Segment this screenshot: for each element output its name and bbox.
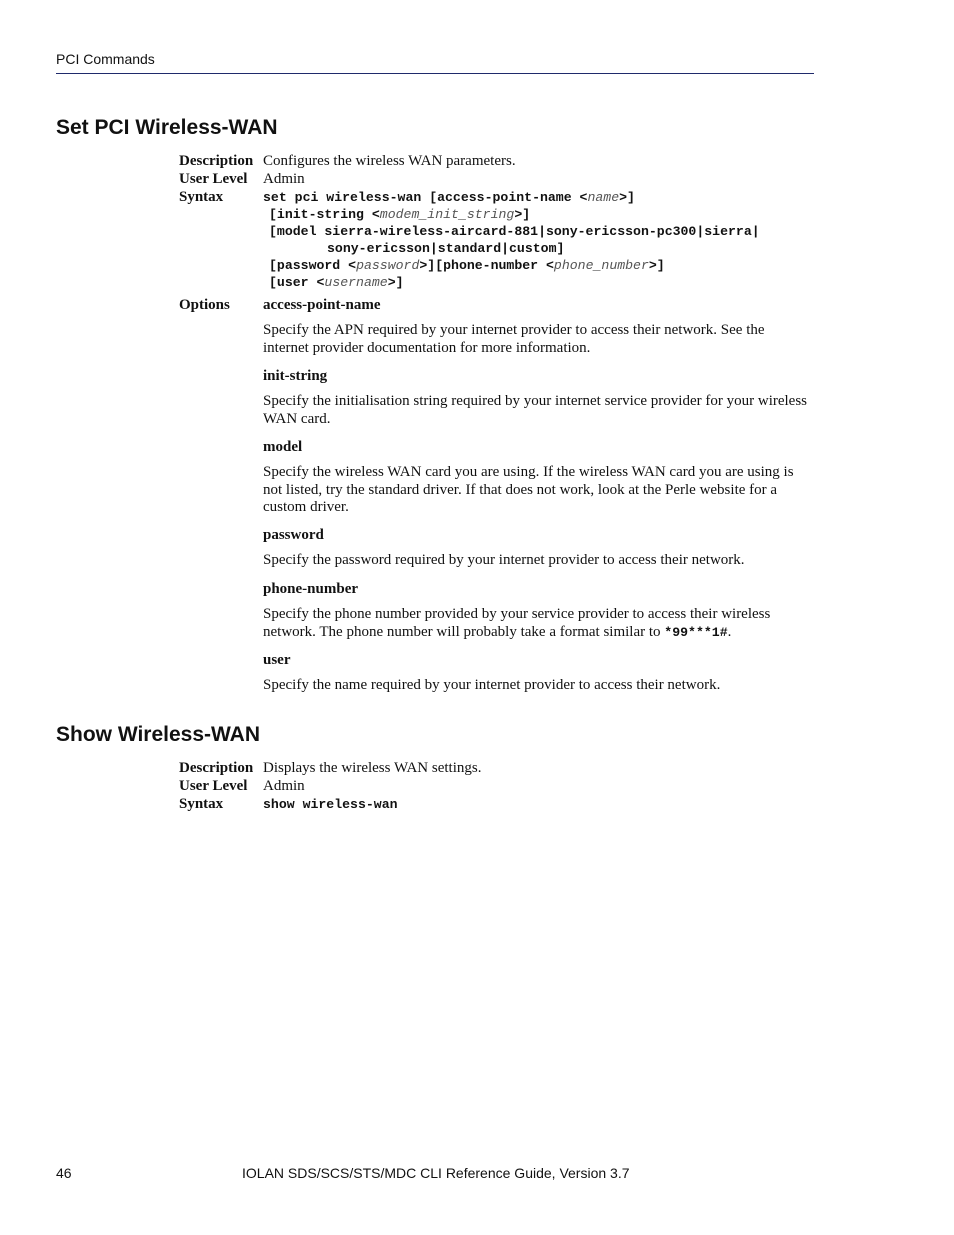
options-label: Options bbox=[179, 297, 230, 313]
option-description: Specify the initialisation string required by your internet service provider for your wireless WAN card. bbox=[263, 393, 808, 427]
option-name: model bbox=[263, 439, 303, 455]
option-description: Specify the name required by your internet provider to access their network. bbox=[263, 677, 721, 693]
option-description: Specify the phone number provided by your service provider to access their wireless network. The phone number will probably take a format similar to *99***1#. bbox=[263, 606, 771, 640]
user-level-label: User Level bbox=[179, 171, 248, 187]
syntax-line-4: sony-ericsson|standard|custom] bbox=[327, 241, 565, 256]
option-name: user bbox=[263, 652, 291, 668]
user-level-value: Admin bbox=[263, 171, 305, 187]
syntax-line: show wireless-wan bbox=[263, 797, 398, 812]
option-description: Specify the wireless WAN card you are using. If the wireless WAN card you are using is not listed, try the standard driver. If that does not work, look at the Perle website for a custom driver. bbox=[263, 464, 794, 515]
page-number: 46 bbox=[56, 1165, 72, 1181]
phone-number-example: *99***1# bbox=[664, 624, 728, 640]
syntax-line-5: [password <password>][phone-number <phone_number>] bbox=[269, 258, 665, 273]
option-description: Specify the APN required by your internet provider to access their network. See the internet provider documentation for more information. bbox=[263, 322, 765, 356]
user-level-label: User Level bbox=[179, 778, 248, 794]
footer-doc-title: IOLAN SDS/SCS/STS/MDC CLI Reference Guide, Version 3.7 bbox=[242, 1165, 630, 1181]
syntax-label: Syntax bbox=[179, 796, 224, 812]
description-text: Configures the wireless WAN parameters. bbox=[263, 153, 516, 169]
option-name: access-point-name bbox=[263, 297, 381, 313]
option-name: password bbox=[263, 527, 324, 543]
syntax-line-6: [user <username>] bbox=[269, 275, 404, 290]
description-label: Description bbox=[179, 153, 254, 169]
syntax-line-3: [model sierra-wireless-aircard-881|sony-ericsson-pc300|sierra| bbox=[269, 224, 760, 239]
description-label: Description bbox=[179, 760, 254, 776]
option-name: phone-number bbox=[263, 581, 359, 597]
running-header: PCI Commands bbox=[56, 51, 155, 67]
section-title-show-wireless-wan: Show Wireless-WAN bbox=[56, 723, 261, 746]
header-divider bbox=[56, 73, 814, 74]
syntax-line-2: [init-string <modem_init_string>] bbox=[269, 207, 531, 222]
syntax-label: Syntax bbox=[179, 189, 224, 205]
user-level-value: Admin bbox=[263, 778, 305, 794]
description-text: Displays the wireless WAN settings. bbox=[263, 760, 482, 776]
option-description: Specify the password required by your internet provider to access their network. bbox=[263, 552, 745, 568]
option-name: init-string bbox=[263, 368, 328, 384]
syntax-line-1: set pci wireless-wan [access-point-name <name>] bbox=[263, 190, 635, 205]
section-title-set-pci-wireless-wan: Set PCI Wireless-WAN bbox=[56, 116, 278, 139]
